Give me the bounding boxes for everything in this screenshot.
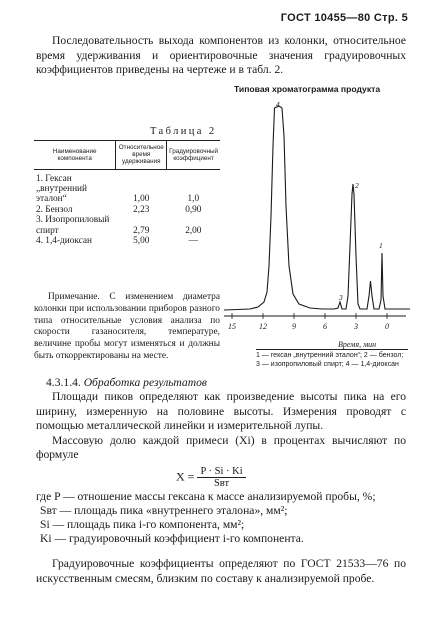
formula (176, 466, 246, 489)
formula-numerator: P · Si · Ki (197, 466, 245, 478)
tick-label: 12 (259, 322, 267, 331)
tick-label: 3 (354, 322, 358, 331)
body-text (36, 390, 406, 463)
chromatogram-title: Типовая хроматограмма продукта (234, 84, 381, 94)
page-header: ГОСТ 10455—80 Стр. 5 (280, 12, 408, 24)
component-name: 3. Изопропиловый спирт (36, 215, 110, 236)
x-axis-caption: Время, мин (338, 340, 377, 349)
calibration-coef: 0,90 (185, 204, 202, 215)
table-note: Примечание. С изменением диаметра колонки при использовании приборов разного типа относительные условия анализа по скорости газаносителя, температуре, величине пробы могут изменяться и должны быть откорректированы на месте. (34, 292, 220, 361)
formula-denominator: Sвт (213, 478, 230, 489)
column-header-name: Наименование компонента (34, 141, 116, 170)
calibration-coef: 1,0 (187, 194, 200, 205)
formula-lhs: X = (176, 469, 195, 484)
table-row (34, 236, 220, 246)
table-caption: Таблица 2 (150, 126, 217, 137)
formula-fraction (197, 466, 245, 489)
retention-time: 2,79 (133, 225, 150, 236)
definition-line: где P — отношение массы гексана к массе анализируемой пробы, %; (36, 490, 376, 503)
calibration-coef: — (188, 236, 198, 247)
definition-line: Ki — градуировочный коэффициент i-го компонента. (40, 532, 304, 545)
table-row (34, 205, 220, 215)
component-name: 2. Бензол (36, 204, 73, 215)
component-name: 1. Гексан „внутренний эталон“ (36, 173, 87, 205)
definition-line: Sвт — площадь пика «внутреннего эталона», мм²; (40, 504, 288, 517)
calibration-coef: 2,00 (185, 225, 202, 236)
tick-label: 9 (292, 322, 296, 331)
final-paragraph: Градуировочные коэффициенты определяют по ГОСТ 21533—76 по искусственным смесям, близким по составу к анализируемой пробе. (36, 557, 406, 585)
tick-label: 15 (228, 322, 236, 331)
column-header-time: Относительное время удерживания (116, 141, 167, 170)
components-table (34, 140, 220, 246)
column-header-coef: Градуировочный коэффициент (167, 141, 220, 170)
tick-label: 6 (323, 322, 327, 331)
tick-label: 0 (385, 322, 389, 331)
peak-label-1: 1 (379, 241, 383, 250)
intro-paragraph: Последовательность выхода компонентов из колонки, относительное время удерживания и ориентировочные значения градуировочных коэффициентов приведены на чертеже и в табл. 2. (36, 34, 406, 77)
chromatogram-trace (224, 106, 410, 310)
retention-time: 1,00 (133, 194, 150, 205)
section-heading (46, 376, 207, 389)
retention-time: 5,00 (133, 236, 150, 247)
formula-definitions (36, 490, 406, 546)
chromatogram (222, 96, 412, 342)
para-formula-intro: Массовую долю каждой примеси (Xi) в процентах вычисляют по формуле (36, 433, 406, 462)
peak-label-2: 2 (355, 181, 359, 190)
table-row (34, 215, 220, 236)
chromatogram-legend: 1 — гексан „внутренний эталон“; 2 — бензол; 3 — изопропиловый спирт; 4 — 1,4-диоксан (256, 352, 404, 368)
section-title: Обработка результатов (83, 376, 207, 389)
para-areas: Площади пиков определяют как произведение высоты пика на его ширину, измеренную на половине высоты. Измерения проводят с помощью металлической линейки и измерительной лупы. (36, 390, 406, 433)
definition-line: Si — площадь пика i-го компонента, мм²; (40, 518, 245, 531)
section-number: 4.3.1.4. (46, 376, 81, 389)
peak-label-3: 3 (339, 293, 343, 302)
retention-time: 2,23 (133, 204, 150, 215)
table-row (34, 169, 220, 205)
component-name: 4. 1,4-диоксан (36, 236, 92, 247)
legend-rule (256, 349, 408, 350)
peak-label-4: 4 (276, 100, 280, 109)
